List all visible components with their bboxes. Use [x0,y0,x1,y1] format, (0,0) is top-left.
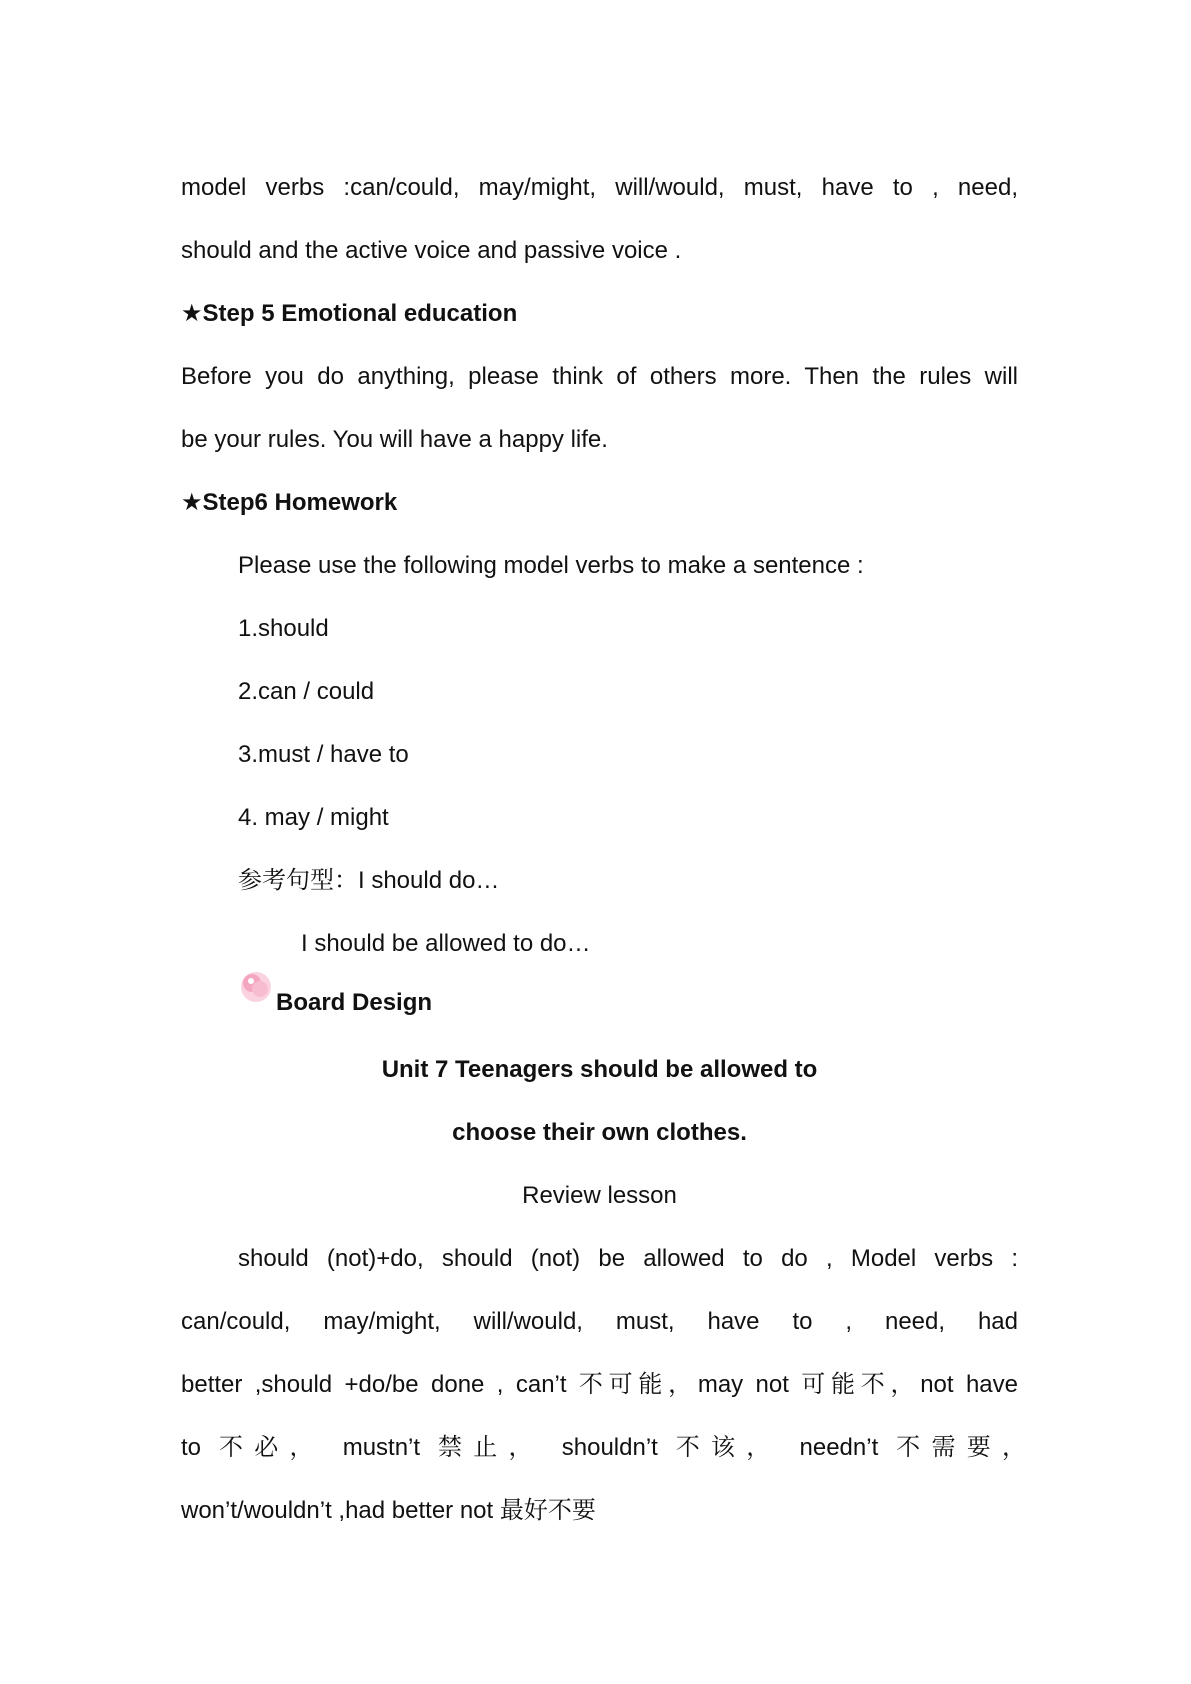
step6-heading: ★Step6 Homework [181,489,398,516]
step5-heading: ★Step 5 Emotional education [181,300,518,327]
board-design-heading: Board Design [276,989,433,1016]
paragraph-line: won’t/wouldn’t ,had better not 最好不要 [181,1497,596,1524]
paragraph-line: can/could, may/might, will/would, must, have to , need, had [181,1308,1018,1335]
paragraph-line: should and the active voice and passive voice . [181,237,682,264]
paragraph-line: be your rules. You will have a happy life. [181,426,608,453]
paragraph-line: Before you do anything, please think of others more. Then the rules will [181,363,1018,390]
unit-title: choose their own clothes. [452,1119,747,1146]
homework-item: 2.can / could [238,678,375,705]
unit-title: Unit 7 Teenagers should be allowed to [381,1056,818,1083]
reference-pattern: 参考句型：I should do… [238,867,500,894]
homework-item: 3.must / have to [238,741,409,768]
reference-pattern: I should be allowed to do… [301,930,591,957]
paragraph-line: to 不必， mustn’t 禁止， shouldn’t 不该， needn’t 不需要， [181,1434,1026,1461]
paragraph-line: better ,should +do/be done , can’t 不可能，may not 可能不，not have [181,1371,1018,1398]
paragraph-line: should (not)+do, should (not) be allowed to do , Model verbs : [238,1245,1018,1272]
homework-instruction: Please use the following model verbs to make a sentence : [238,552,864,579]
homework-item: 1.should [238,615,329,642]
review-lesson-label: Review lesson [522,1182,677,1209]
pink-flower-icon [238,969,274,1005]
homework-item: 4. may / might [238,804,389,831]
paragraph-line: model verbs :can/could, may/might, will/would, must, have to , need, [181,174,1018,201]
